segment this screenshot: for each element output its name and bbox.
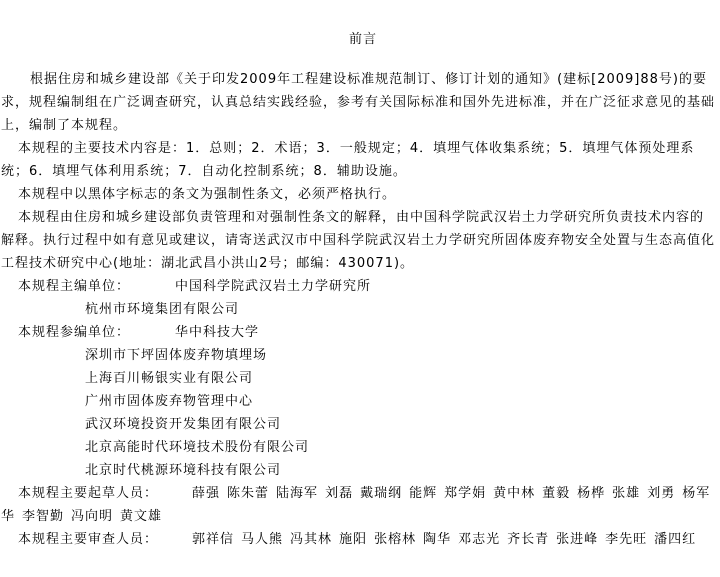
- unit-name: 上海百川畅银实业有限公司: [85, 371, 254, 386]
- drafters: [1, 482, 717, 528]
- reviewer-name: 施阳: [339, 532, 368, 547]
- reviewer-name: 李先旺: [605, 532, 648, 547]
- drafter-name: 杨军华: [1, 486, 711, 524]
- unit-name: 华中科技大学: [175, 325, 260, 340]
- drafter-name: 黄文雄: [120, 509, 163, 524]
- reviewer-name: 马人熊: [241, 532, 284, 547]
- unit-name: 中国科学院武汉岩土力学研究所: [175, 279, 372, 294]
- unit-name: 深圳市下坪固体废弃物填埋场: [85, 348, 268, 363]
- drafter-name: 陈朱蕾: [227, 486, 270, 501]
- paragraph-basis: 根据住房和城乡建设部《关于印发2009年工程建设标准规范制订、修订计划的通知》(建标[2009]88号)的要求，规程编制组在广泛调查研究，认真总结实践经验，参考有关国际标准和国外先进标准，并在广泛征求意见的基础上，编制了本规程。: [1, 72, 716, 133]
- reviewer-name: 冯其林: [290, 532, 333, 547]
- unit-name: 北京时代桃源环境科技有限公司: [85, 463, 282, 478]
- drafter-name: 黄中林: [493, 486, 536, 501]
- drafter-name: 张雄: [612, 486, 641, 501]
- reviewer-name: 齐长青: [507, 532, 550, 547]
- chief-editor-units-label: 本规程主编单位：: [18, 279, 131, 294]
- unit-name: 广州市固体废弃物管理中心: [85, 394, 254, 409]
- drafter-name: 冯向明: [71, 509, 114, 524]
- drafter-name: 戴瑞纲: [360, 486, 403, 501]
- chief-editor-units: [1, 275, 717, 321]
- reviewer-name: 张榕林: [374, 532, 417, 547]
- reviewers-label: 本规程主要审查人员：: [18, 532, 159, 547]
- drafter-name: 杨桦: [577, 486, 606, 501]
- unit-name: 北京高能时代环境技术股份有限公司: [85, 440, 310, 455]
- reviewer-name: 潘四红: [654, 532, 697, 547]
- participating-units-label: 本规程参编单位：: [18, 325, 131, 340]
- reviewers: [1, 528, 717, 551]
- reviewer-name: 郭祥信: [192, 532, 235, 547]
- drafter-name: 薛强: [192, 486, 221, 501]
- drafters-label: 本规程主要起草人员：: [18, 486, 159, 501]
- drafter-name: 李智勤: [22, 509, 65, 524]
- paragraph-technical-contents: 本规程的主要技术内容是：1．总则；2．术语；3．一般规定；4．填埋气体收集系统；5．填埋气体预处理系统；6．填埋气体利用系统；7．自动化控制系统；8．辅助设施。: [1, 141, 695, 179]
- unit-name: 杭州市环境集团有限公司: [85, 302, 240, 317]
- reviewer-name: 陶华: [423, 532, 452, 547]
- drafter-name: 郑学娟: [444, 486, 487, 501]
- drafter-name: 董毅: [542, 486, 571, 501]
- participating-units: [1, 321, 717, 482]
- drafter-name: 能辉: [409, 486, 438, 501]
- drafter-name: 刘磊: [325, 486, 354, 501]
- unit-name: 武汉环境投资开发集团有限公司: [85, 417, 282, 432]
- chief-editor-units-first-line: [1, 275, 717, 298]
- paragraph-mandatory-provisions: 本规程中以黑体字标志的条文为强制性条文，必须严格执行。: [18, 187, 397, 202]
- paragraph-management: 本规程由住房和城乡建设部负责管理和对强制性条文的解释，由中国科学院武汉岩土力学研究所负责技术内容的解释。执行过程中如有意见或建议，请寄送武汉市中国科学院武汉岩土力学研究所固体废弃物安全处置与生态高值化工程技术研究中心(地址：湖北武昌小洪山2号；邮编：430071)。: [1, 210, 716, 271]
- reviewer-name: 邓志光: [458, 532, 501, 547]
- reviewer-name: 张进峰: [556, 532, 599, 547]
- drafter-name: 刘勇: [647, 486, 676, 501]
- drafter-name: 陆海军: [276, 486, 319, 501]
- participating-units-first-line: [1, 321, 717, 344]
- page-title: 前言: [348, 32, 377, 47]
